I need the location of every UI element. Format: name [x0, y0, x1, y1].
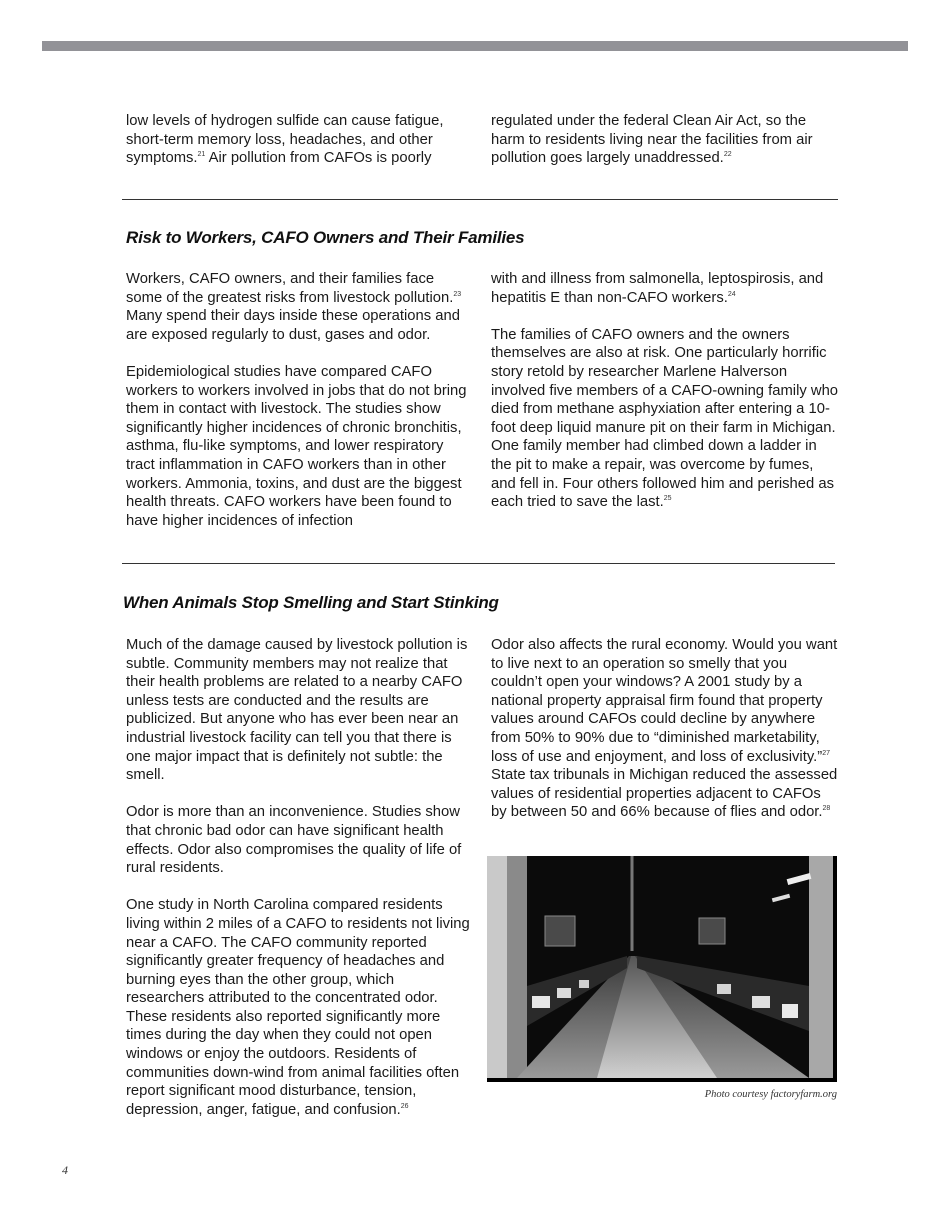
section1-left-paragraph-2: Epidemiological studies have compared CAFO workers to workers involved in jobs that do not bring them in contact with livestock. The studies show significantly higher incidences of chronic bronchitis, asthma, flu-like symptoms, and lower respiratory tract inflammation in CAFO workers than in other workers. Ammonia, toxins, and dust are the biggest health threats. CAFO workers have been found to have higher incidences of infection	[126, 363, 467, 529]
section1-right-paragraph-1: with and illness from salmonella, leptospirosis, and hepatitis E than non-CAFO workers.$^{24}$	[491, 271, 824, 306]
section2-left-column	[126, 636, 471, 1119]
section2-left-paragraph-1: Much of the damage caused by livestock pollution is subtle. Community members may not realize that their health problems are related to a nearby CAFO unless tests are conducted and the results are publicized. But anyone who has ever been near an industrial livestock facility can tell you that there is one major impact that is definitely not subtle: the smell.	[126, 637, 468, 784]
section1-left-paragraph-1: Workers, CAFO owners, and their families face some of the greatest risks from livestock pollution.$^{23}$ Many spend their days inside these operations and are exposed regularly to dust, gases and odor.	[126, 271, 462, 343]
footnote-ref: 21	[197, 151, 206, 159]
intro-left-paragraph: low levels of hydrogen sulfide can cause fatigue, short-term memory loss, headaches, and other symptoms.$^{21}$ Air pollution from CAFOs is poorly	[126, 113, 444, 167]
section-divider	[122, 199, 838, 200]
footnote-ref: 26	[400, 1102, 409, 1110]
footnote-ref: 24	[727, 290, 736, 298]
section1-right-paragraph-2: The families of CAFO owners and the owners themselves are also at risk. One particularly horrific story retold by researcher Marlene Halverson involved five members of a CAFO-owning family who died from methane asphyxiation after entering a 10-foot deep liquid manure pit on their farm in Michigan. One family member had climbed down a ladder in the pit to make a repair, was overcome by fumes, and fell in. Four others followed him and perished as each tried to save the last.$^{25}$	[491, 326, 839, 511]
intro-right-paragraph: regulated under the federal Clean Air Act, so the harm to residents living near the facilities from air pollution goes largely unaddressed.$^{22}$	[491, 113, 813, 167]
footnote-ref: 23	[453, 290, 462, 298]
section-divider	[122, 563, 835, 564]
footnote-ref: 25	[663, 495, 672, 503]
section2-left-paragraph-3: One study in North Carolina compared residents living within 2 miles of a CAFO to residents not living near a CAFO. The CAFO community reported significantly greater frequency of headaches and burning eyes than the other group, which researchers attributed to the concentrated odor. These residents also reported significantly more times during the day when they could not open windows or enjoy the outdoors. Residents of communities down-wind from animal facilities often report significant mood disturbance, tension, depression, anger, fatigue, and confusion.$^{26}$	[126, 897, 470, 1118]
footnote-ref: 22	[723, 151, 732, 159]
section2-right-paragraph-1: Odor also affects the rural economy. Would you want to live next to an operation so smelly that you couldn’t open your windows? A 2001 study by a national property appraisal firm found that property values around CAFOs could decline by anywhere from 50% to 90% due to “diminished marketability, loss of use and enjoyment, and loss of exclusivity.”$^{27}$ State tax tribunals in Michigan reduced the assessed values of residential properties adjacent to CAFOs by between 50 and 66% because of flies and odor.$^{28}$	[491, 637, 838, 821]
page-number: 4	[62, 1163, 68, 1177]
section-title-animals-stinking: When Animals Stop Smelling and Start Stinking	[123, 593, 499, 612]
top-bar	[42, 41, 908, 51]
barn-interior-image	[487, 856, 833, 1078]
footnote-ref: 28	[822, 805, 831, 813]
section2-left-paragraph-2: Odor is more than an inconvenience. Studies show that chronic bad odor can have significant health effects. Odor also compromises the quality of life of rural residents.	[126, 804, 462, 877]
intro-right-column	[491, 112, 839, 168]
footnote-ref: 27	[822, 749, 830, 757]
barn-photo	[487, 856, 837, 1082]
section2-right-column	[491, 636, 839, 822]
section-title-risk-to-workers: Risk to Workers, CAFO Owners and Their Families	[126, 228, 525, 247]
section1-left-column	[126, 270, 471, 530]
photo-caption: Photo courtesy factoryfarm.org	[704, 1089, 837, 1100]
intro-left-column	[126, 112, 471, 168]
section1-right-column	[491, 270, 839, 512]
